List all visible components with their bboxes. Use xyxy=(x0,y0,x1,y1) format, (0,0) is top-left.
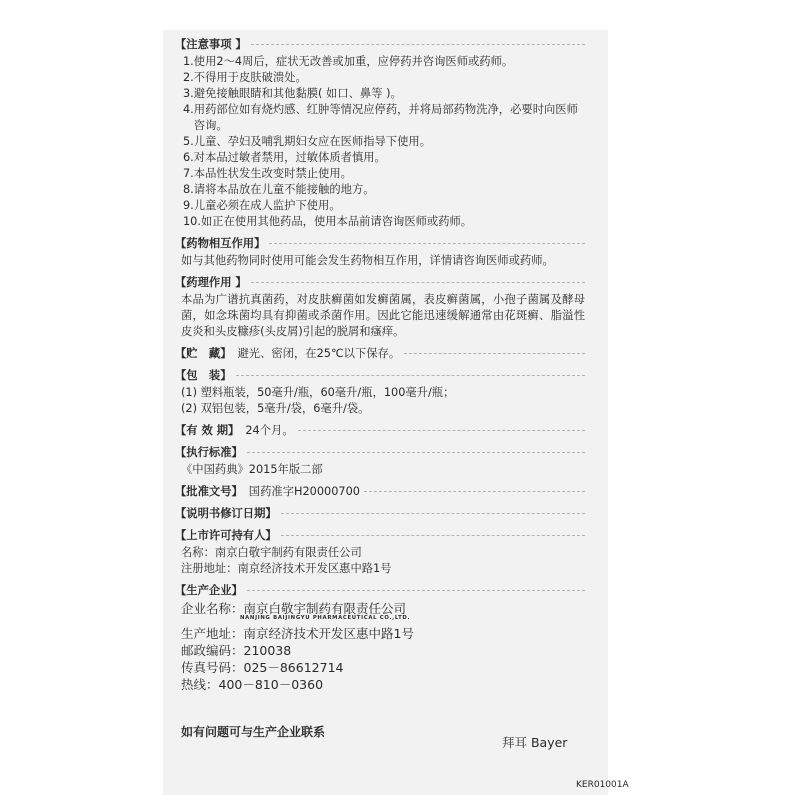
section-header xyxy=(175,505,585,522)
notice-item xyxy=(175,150,585,166)
section-header xyxy=(175,36,585,53)
item-number: 10. xyxy=(183,215,201,228)
standard-text: 《中国药典》2015年版二部 xyxy=(181,463,323,476)
dashed-divider xyxy=(251,282,585,283)
item-text: 不得用于皮肤破溃处。 xyxy=(193,71,307,84)
item-number: 5. xyxy=(183,135,194,148)
section-interactions xyxy=(175,235,585,269)
holder-address: 注册地址：南京经济技术开发区惠中路1号 xyxy=(181,562,392,575)
dashed-divider xyxy=(269,243,585,244)
section-header xyxy=(175,274,585,291)
section-header xyxy=(175,422,585,439)
section-text: 本品为广谱抗真菌药，对皮肤癣菌如发癣菌属，表皮癣菌属，小孢子菌属及酵母菌，如念珠菌均具有抑菌或杀菌作用。因此它能迅速缓解通常由花斑癣、脂溢性皮炎和头皮糠疹(头皮屑)引起的脱屑和瘙痒。 xyxy=(181,293,585,338)
section-title: 【注意事项 】 xyxy=(175,37,247,51)
manufacturer-details xyxy=(175,600,585,693)
dashed-divider xyxy=(298,430,585,431)
section-title: 【贮 藏】 xyxy=(175,346,232,360)
holder-name: 名称：南京白敬宇制药有限责任公司 xyxy=(181,546,362,559)
manufacturer-postcode: 邮政编码：210038 xyxy=(181,643,292,658)
packaging-line: (2) 双铝包装，5毫升/袋，6毫升/袋。 xyxy=(181,402,370,415)
notice-item xyxy=(175,182,585,198)
manufacturer-hotline: 热线：400－810－0360 xyxy=(181,677,324,692)
notice-item xyxy=(175,214,585,230)
item-text: 如正在使用其他药品，使用本品前请咨询医师或药师。 xyxy=(200,215,473,228)
notice-item xyxy=(175,86,585,102)
section-title: 【批准文号】 xyxy=(175,484,243,498)
item-text: 用药部位如有烧灼感、红肿等情况应停药，并将局部药物洗净，必要时向医师咨询。 xyxy=(193,103,578,132)
brand-mark: 拜耳 Bayer xyxy=(502,735,568,750)
item-text: 本品性状发生改变时禁止使用。 xyxy=(193,167,352,180)
item-number: 2. xyxy=(183,71,194,84)
section-header xyxy=(175,582,585,599)
section-holder xyxy=(175,527,585,577)
section-storage xyxy=(175,345,585,362)
dashed-divider xyxy=(364,491,585,492)
section-title: 【执行标准】 xyxy=(175,445,243,459)
section-title: 【药理作用 】 xyxy=(175,275,247,289)
section-title: 【说明书修订日期】 xyxy=(175,506,277,520)
dashed-divider xyxy=(236,375,586,376)
storage-text: 避光、密闭，在25℃以下保存。 xyxy=(237,346,401,360)
manufacturer-fax: 传真号码：025－86612714 xyxy=(181,660,344,675)
section-header xyxy=(175,235,585,252)
section-title: 【有 效 期】 xyxy=(175,423,240,437)
section-header xyxy=(175,483,585,500)
section-standard xyxy=(175,444,585,478)
section-text: 如与其他药物同时使用可能会发生药物相互作用，详情请咨询医师或药师。 xyxy=(181,254,554,267)
dashed-divider xyxy=(251,44,585,45)
item-number: 4. xyxy=(183,103,194,116)
dashed-divider xyxy=(404,353,585,354)
notice-item xyxy=(175,134,585,150)
section-title: 【包 装】 xyxy=(175,368,232,382)
section-validity xyxy=(175,422,585,439)
section-revision xyxy=(175,505,585,522)
document-code: KER01001A xyxy=(576,780,629,790)
section-title: 【上市许可持有人】 xyxy=(175,528,277,542)
dashed-divider xyxy=(247,452,585,453)
notice-item xyxy=(175,102,585,134)
manufacturer-english-name: NANJING BAIJINGYU PHARMACEUTICAL CO.,LTD. xyxy=(240,615,411,621)
approval-text: 国药准字H20000700 xyxy=(248,484,360,498)
dashed-divider xyxy=(247,590,585,591)
leaflet-content xyxy=(175,36,585,698)
item-text: 避免接触眼睛和其他黏膜( 如口、鼻等 )。 xyxy=(193,87,402,100)
packaging-line: (1) 塑料瓶装，50毫升/瓶，60毫升/瓶，100毫升/瓶； xyxy=(181,386,455,399)
section-header xyxy=(175,345,585,362)
item-text: 对本品过敏者禁用，过敏体质者慎用。 xyxy=(193,151,386,164)
section-header xyxy=(175,527,585,544)
notice-item xyxy=(175,70,585,86)
item-text: 使用2～4周后，症状无改善或加重，应停药并咨询医师或药师。 xyxy=(193,55,514,68)
item-text: 儿童、孕妇及哺乳期妇女应在医师指导下使用。 xyxy=(193,135,432,148)
item-number: 8. xyxy=(183,183,194,196)
item-number: 7. xyxy=(183,167,194,180)
section-header xyxy=(175,367,585,384)
section-notices xyxy=(175,36,585,230)
section-packaging xyxy=(175,367,585,417)
validity-text: 24个月。 xyxy=(245,423,294,437)
item-number: 3. xyxy=(183,87,194,100)
notice-item xyxy=(175,54,585,70)
section-title: 【药物相互作用】 xyxy=(175,236,266,250)
contact-note: 如有问题可与生产企业联系 xyxy=(181,725,326,739)
item-number: 6. xyxy=(183,151,194,164)
item-number: 9. xyxy=(183,199,194,212)
item-text: 请将本品放在儿童不能接触的地方。 xyxy=(193,183,375,196)
manufacturer-name: 企业名称：南京白敬宇制药有限责任公司 xyxy=(181,601,407,616)
item-number: 1. xyxy=(183,55,194,68)
notice-item xyxy=(175,166,585,182)
section-pharmacology xyxy=(175,274,585,340)
manufacturer-address: 生产地址：南京经济技术开发区惠中路1号 xyxy=(181,626,414,641)
section-approval xyxy=(175,483,585,500)
dashed-divider xyxy=(281,513,585,514)
section-header xyxy=(175,444,585,461)
section-title: 【生产企业】 xyxy=(175,583,243,597)
dashed-divider xyxy=(281,535,585,536)
item-text: 儿童必须在成人监护下使用。 xyxy=(193,199,341,212)
notice-item xyxy=(175,198,585,214)
section-manufacturer xyxy=(175,582,585,693)
